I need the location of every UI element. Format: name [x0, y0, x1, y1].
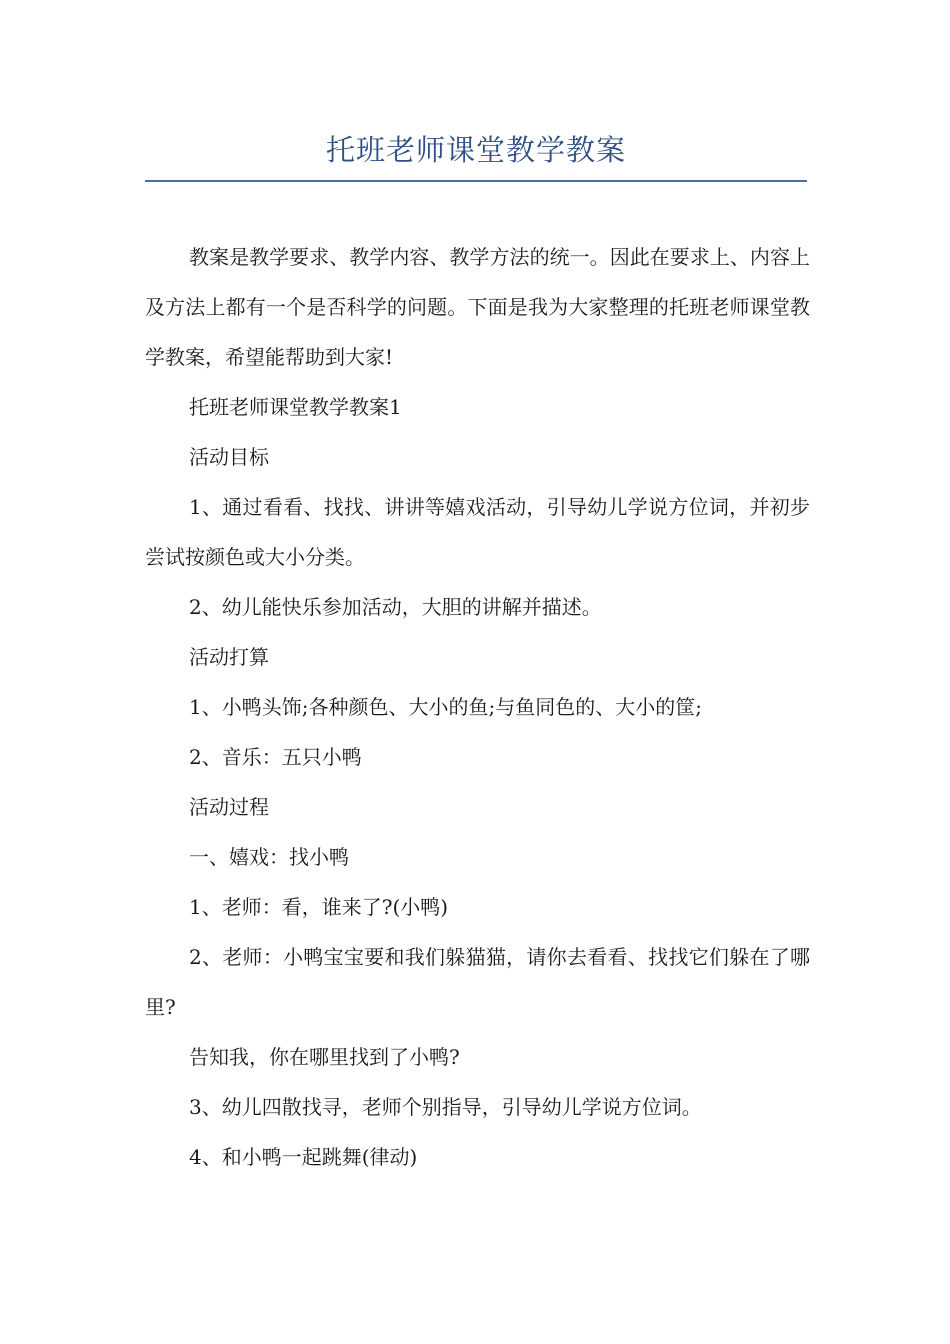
subheading-goals: 活动目标 [189, 445, 269, 469]
section-heading: 托班老师课堂教学教案1 [189, 395, 402, 419]
title-underline [145, 180, 807, 182]
process-item: 告知我，你在哪里找到了小鸭? [189, 1045, 460, 1069]
preparation-item: 2、音乐：五只小鸭 [189, 745, 362, 769]
process-item: 4、和小鸭一起跳舞(律动) [189, 1145, 418, 1169]
goal-item: 2、幼儿能快乐参加活动，大胆的讲解并描述。 [189, 595, 602, 619]
subheading-process: 活动过程 [189, 795, 269, 819]
process-item: 1、老师：看，谁来了?(小鸭) [189, 895, 449, 919]
goal-item: 1、通过看看、找找、讲讲等嬉戏活动，引导幼儿学说方位词，并初步尝试按颜色或大小分类。 [145, 495, 810, 569]
subheading-preparation: 活动打算 [189, 645, 269, 669]
preparation-item: 1、小鸭头饰;各种颜色、大小的鱼;与鱼同色的、大小的筐; [189, 695, 702, 719]
process-item: 2、老师：小鸭宝宝要和我们躲猫猫，请你去看看、找找它们躲在了哪里? [145, 945, 810, 1019]
document-body [145, 232, 810, 1182]
intro-paragraph: 教案是教学要求、教学内容、教学方法的统一。因此在要求上、内容上及方法上都有一个是否科学的问题。下面是我为大家整理的托班老师课堂教学教案，希望能帮助到大家! [145, 245, 810, 369]
process-step-heading: 一、嬉戏：找小鸭 [189, 845, 349, 869]
process-item: 3、幼儿四散找寻，老师个别指导，引导幼儿学说方位词。 [189, 1095, 702, 1119]
document-title: 托班老师课堂教学教案 [325, 133, 626, 167]
